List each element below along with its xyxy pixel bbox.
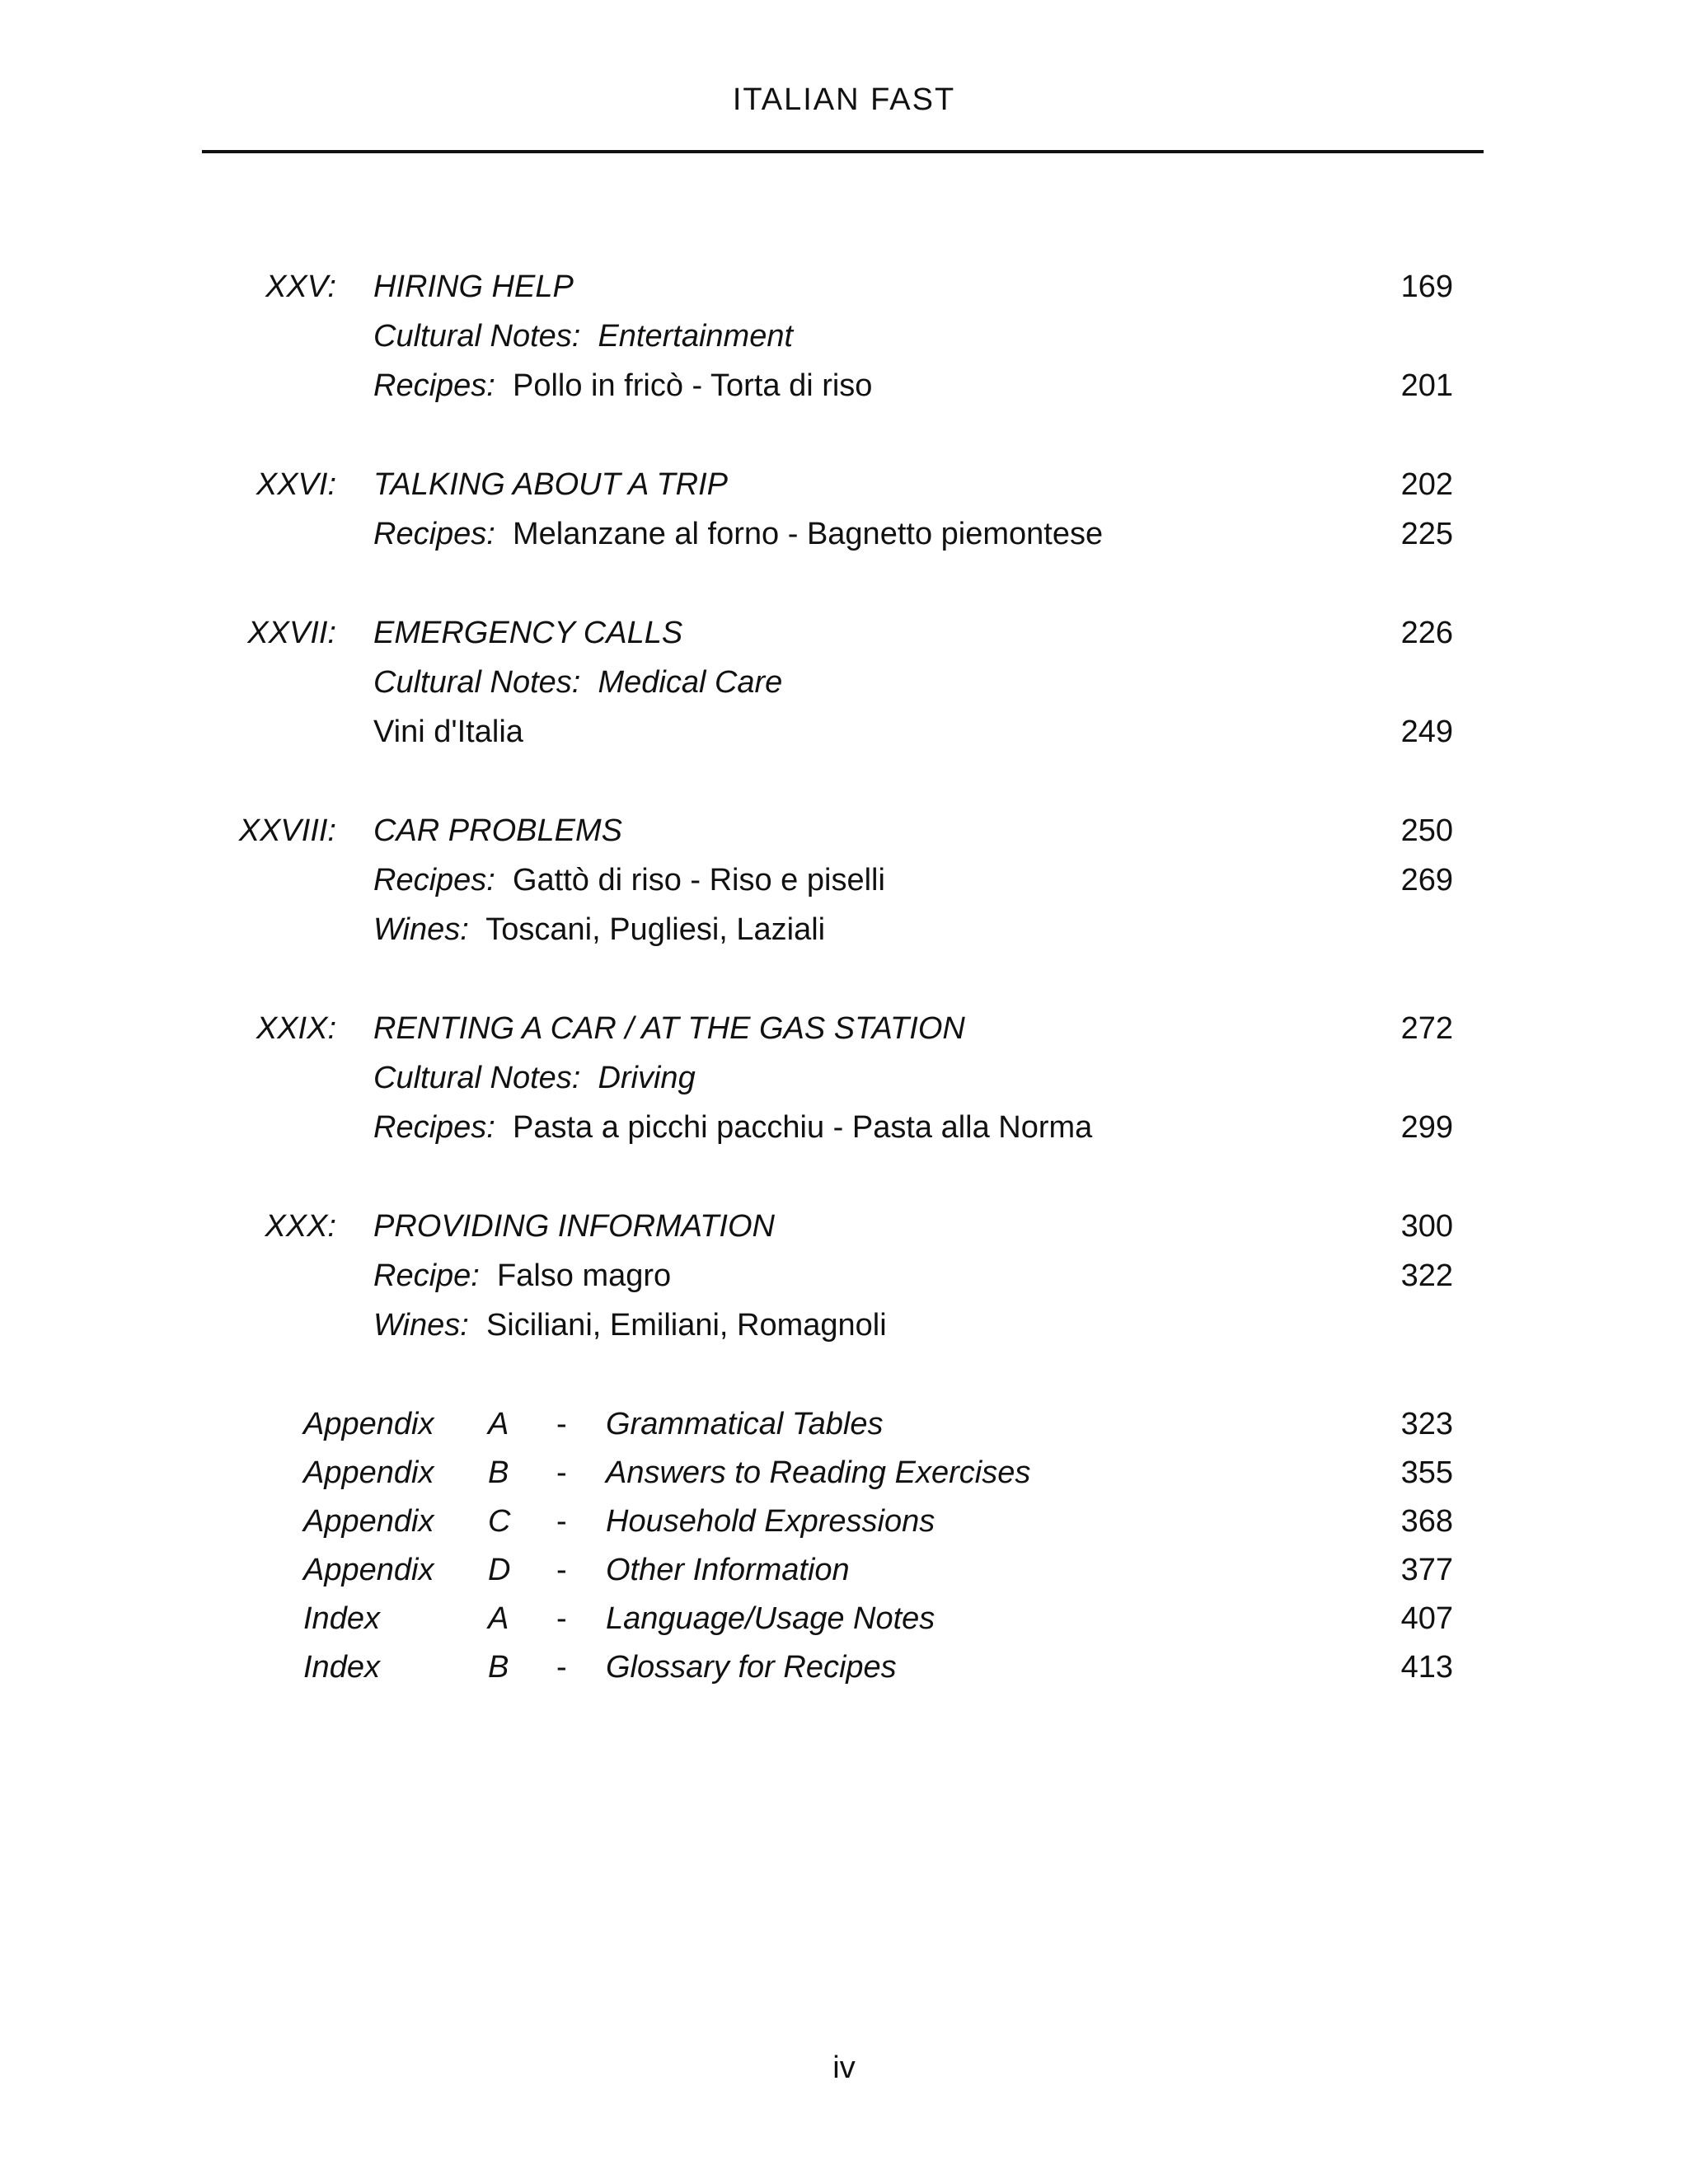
toc-subentry-line[interactable]	[0, 658, 1688, 707]
toc-chapter-line[interactable]	[0, 806, 1688, 855]
toc-subentry-line[interactable]	[0, 855, 1688, 905]
toc-appendix-line[interactable]	[0, 1448, 1688, 1497]
subentry-text	[373, 1301, 887, 1350]
subentry-page-number: 269	[1400, 863, 1453, 898]
chapter-numeral: XXV:	[265, 269, 336, 304]
chapter-numeral: XXIX:	[256, 1011, 336, 1046]
appendix-dash: -	[556, 1455, 567, 1490]
subentry-label: Recipes:	[373, 368, 495, 403]
appendix-letter: D	[488, 1553, 511, 1587]
subentry-label: Recipes:	[373, 863, 495, 898]
subentry-label: Cultural Notes:	[373, 319, 581, 354]
subentry-page-number: 299	[1400, 1110, 1453, 1145]
appendix-letter: C	[488, 1504, 511, 1539]
appendix-kind: Appendix	[303, 1553, 434, 1587]
subentry-content: Medical Care	[598, 665, 783, 700]
toc-subentry-line[interactable]	[0, 905, 1688, 954]
appendix-page-number: 355	[1400, 1455, 1453, 1490]
appendix-title: Language/Usage Notes	[606, 1601, 935, 1636]
appendix-title: Glossary for Recipes	[606, 1650, 897, 1685]
chapter-page-number: 202	[1400, 467, 1453, 502]
chapter-page-number: 226	[1400, 616, 1453, 650]
appendix-page-number: 413	[1400, 1650, 1453, 1685]
toc-chapter-line[interactable]	[0, 262, 1688, 312]
subentry-text	[373, 707, 523, 757]
chapter-page-number: 169	[1400, 269, 1453, 304]
appendix-kind: Appendix	[303, 1504, 434, 1539]
toc-appendix-line[interactable]	[0, 1594, 1688, 1643]
appendix-title: Household Expressions	[606, 1504, 935, 1539]
chapter-page-number: 272	[1400, 1011, 1453, 1046]
appendix-page-number: 407	[1400, 1601, 1453, 1636]
subentry-label: Recipe:	[373, 1258, 480, 1293]
subentry-text	[373, 1103, 1092, 1152]
subentry-label: Cultural Notes:	[373, 1061, 581, 1095]
appendix-page-number: 377	[1400, 1553, 1453, 1587]
chapter-title: RENTING A CAR / AT THE GAS STATION	[373, 1011, 965, 1046]
toc-subentry-line[interactable]	[0, 1251, 1688, 1301]
subentry-text	[373, 509, 1103, 559]
subentry-content: Siciliani, Emiliani, Romagnoli	[485, 1308, 887, 1343]
chapter-title: EMERGENCY CALLS	[373, 616, 683, 650]
subentry-content: Entertainment	[598, 319, 794, 354]
appendix-dash: -	[556, 1553, 567, 1587]
chapter-title: HIRING HELP	[373, 269, 574, 304]
subentry-content: Melanzane al forno - Bagnetto piemontese	[512, 517, 1104, 551]
running-header: ITALIAN FAST	[732, 82, 956, 117]
chapter-numeral: XXVII:	[247, 616, 336, 650]
toc-subentry-line[interactable]	[0, 361, 1688, 410]
toc-chapter-line[interactable]	[0, 1004, 1688, 1053]
subentry-label: Cultural Notes:	[373, 665, 581, 700]
toc-appendix-line[interactable]	[0, 1643, 1688, 1692]
appendix-dash: -	[556, 1504, 567, 1539]
appendix-title: Grammatical Tables	[606, 1407, 884, 1441]
appendix-kind: Appendix	[303, 1455, 434, 1490]
appendix-letter: B	[488, 1455, 509, 1490]
subentry-label: Recipes:	[373, 517, 495, 551]
appendix-title: Answers to Reading Exercises	[606, 1455, 1031, 1490]
appendix-kind: Index	[303, 1650, 380, 1685]
appendix-dash: -	[556, 1407, 567, 1441]
subentry-label: Recipes:	[373, 1110, 495, 1145]
toc-appendix-line[interactable]	[0, 1545, 1688, 1595]
subentry-content: Toscani, Pugliesi, Laziali	[485, 912, 826, 947]
appendix-kind: Appendix	[303, 1407, 434, 1441]
appendix-letter: A	[488, 1601, 509, 1636]
subentry-content: Pasta a picchi pacchiu - Pasta alla Norma	[512, 1110, 1093, 1145]
appendix-page-number: 368	[1400, 1504, 1453, 1539]
subentry-label: Wines:	[373, 912, 469, 947]
toc-subentry-line[interactable]	[0, 1301, 1688, 1350]
subentry-page-number: 201	[1400, 368, 1453, 403]
appendix-page-number: 323	[1400, 1407, 1453, 1441]
appendix-kind: Index	[303, 1601, 380, 1636]
subentry-content: Vini d'Italia	[373, 715, 523, 749]
appendix-dash: -	[556, 1650, 567, 1685]
subentry-content: Falso magro	[496, 1258, 672, 1293]
chapter-numeral: XXVI:	[256, 467, 336, 502]
chapter-title: CAR PROBLEMS	[373, 813, 622, 848]
subentry-content: Gattò di riso - Riso e piselli	[512, 863, 885, 898]
subentry-content: Driving	[598, 1061, 696, 1095]
toc-chapter-line[interactable]	[0, 460, 1688, 509]
toc-subentry-line[interactable]	[0, 509, 1688, 559]
toc-subentry-line[interactable]	[0, 1103, 1688, 1152]
subentry-text	[373, 658, 782, 707]
chapter-numeral: XXVIII:	[238, 813, 336, 848]
appendix-title: Other Information	[606, 1553, 850, 1587]
subentry-text	[373, 905, 825, 954]
chapter-page-number: 250	[1400, 813, 1453, 848]
appendix-dash: -	[556, 1601, 567, 1636]
toc-appendix-line[interactable]	[0, 1399, 1688, 1449]
subentry-text	[373, 1053, 696, 1103]
toc-chapter-line[interactable]	[0, 1202, 1688, 1251]
chapter-page-number: 300	[1400, 1209, 1453, 1244]
subentry-text	[373, 855, 885, 905]
subentry-text	[373, 312, 793, 361]
chapter-title: TALKING ABOUT A TRIP	[373, 467, 729, 502]
subentry-text	[373, 361, 872, 410]
page-number-footer: iv	[832, 2050, 856, 2085]
toc-subentry-line[interactable]	[0, 312, 1688, 361]
subentry-page-number: 249	[1400, 715, 1453, 749]
subentry-content: Pollo in fricò - Torta di riso	[512, 368, 873, 403]
toc-subentry-line[interactable]	[0, 707, 1688, 757]
toc-subentry-line[interactable]	[0, 1053, 1688, 1103]
appendix-letter: B	[488, 1650, 509, 1685]
subentry-page-number: 225	[1400, 517, 1453, 551]
subentry-label: Wines:	[373, 1308, 469, 1343]
chapter-numeral: XXX:	[265, 1209, 336, 1244]
chapter-title: PROVIDING INFORMATION	[373, 1209, 775, 1244]
subentry-page-number: 322	[1400, 1258, 1453, 1293]
toc-chapter-line[interactable]	[0, 608, 1688, 658]
toc-appendix-line[interactable]	[0, 1497, 1688, 1546]
appendix-letter: A	[488, 1407, 509, 1441]
subentry-text	[373, 1251, 671, 1301]
